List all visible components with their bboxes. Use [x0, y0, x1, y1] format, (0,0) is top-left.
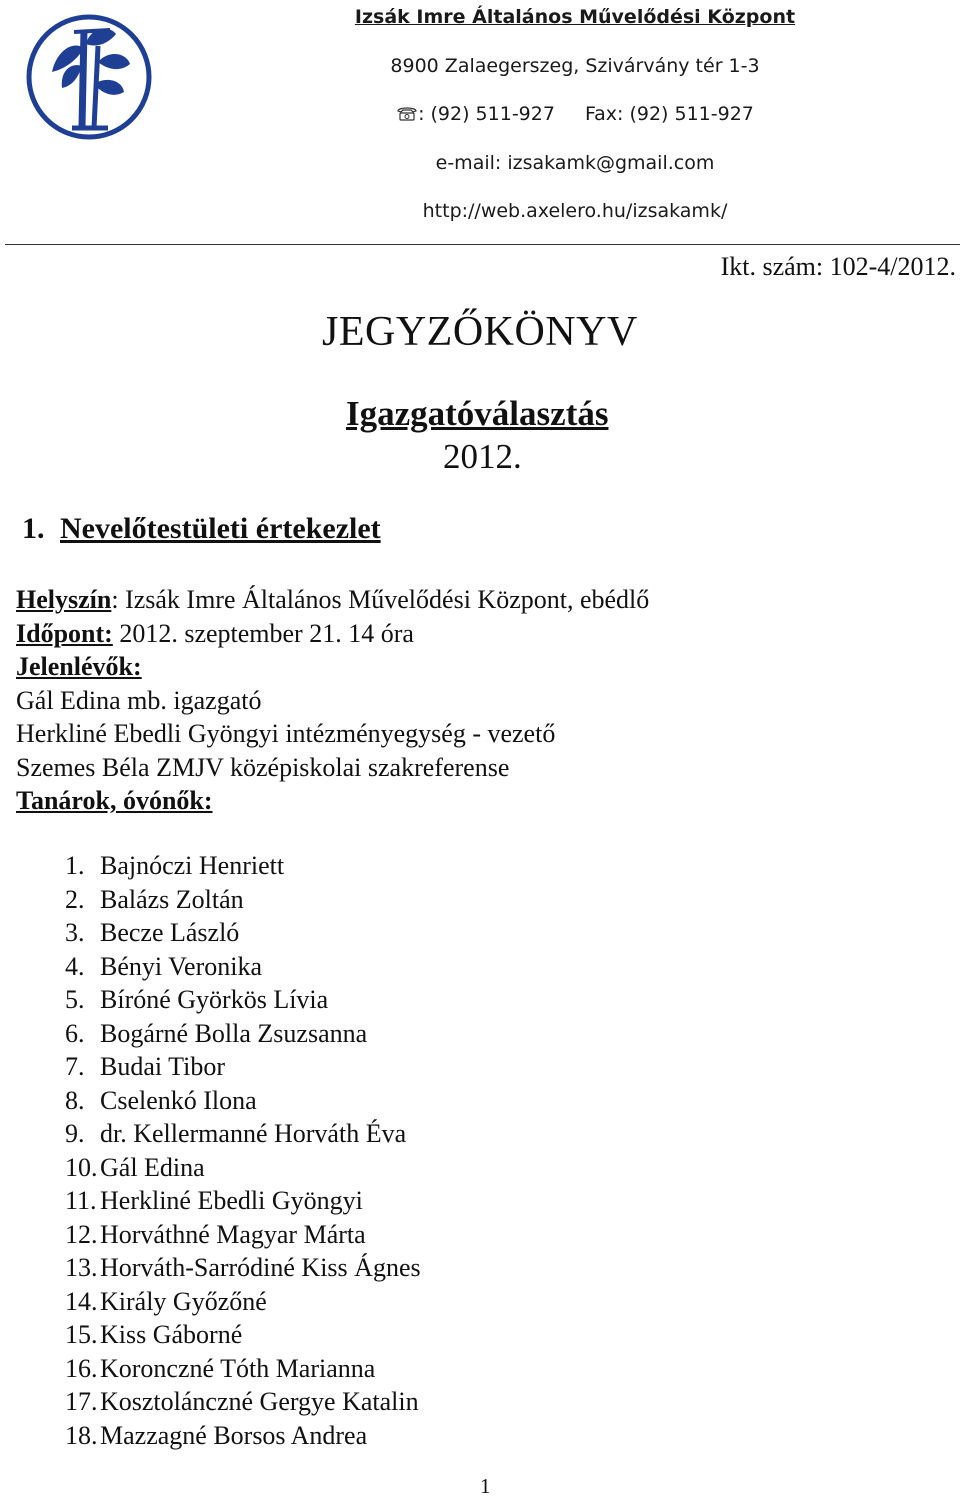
list-item-name: Budai Tibor — [100, 1052, 225, 1081]
teachers-list — [65, 849, 421, 1452]
teachers-heading — [16, 784, 649, 818]
header-email: e-mail: izsakamk@gmail.com — [435, 152, 715, 174]
meeting-info — [16, 583, 649, 818]
list-item-name: Bíróné Györkös Lívia — [100, 985, 329, 1014]
registry-number: Ikt. szám: 102-4/2012. — [720, 252, 956, 281]
list-item-number: 11. — [65, 1186, 97, 1215]
school-logo-icon — [24, 10, 154, 144]
attendee-line: Herkliné Ebedli Gyöngyi intézményegység - vezető — [16, 719, 556, 748]
list-item-name: Kiss Gáborné — [100, 1320, 243, 1349]
list-item — [65, 1419, 421, 1453]
location-label: Helyszín — [16, 585, 112, 614]
list-item-number: 14. — [65, 1286, 98, 1316]
header-divider — [5, 244, 960, 245]
list-item-name: Cselenkó Ilona — [100, 1085, 257, 1115]
list-item-name: Herkliné Ebedli Gyöngyi — [100, 1186, 363, 1215]
header-fax: Fax: (92) 511-927 — [584, 103, 754, 125]
header-website: http://web.axelero.hu/izsakamk/ — [422, 200, 728, 222]
document-title: JEGYZŐKÖNYV — [322, 309, 638, 355]
time-label: Időpont: — [16, 618, 113, 648]
list-item-number: 18. — [65, 1420, 98, 1450]
list-item — [65, 1117, 421, 1151]
attendees-label: Jelenlévők: — [16, 652, 142, 681]
list-item-number: 4. — [65, 951, 85, 981]
location-line — [16, 583, 649, 617]
list-item-number: 2. — [65, 884, 85, 914]
list-item-number: 1. — [65, 851, 85, 880]
telephone-icon — [396, 105, 418, 121]
document-subtitle: Igazgatóválasztás — [346, 394, 609, 433]
section-number: 1. — [22, 512, 45, 545]
attendee-line: Gál Edina mb. igazgató — [16, 685, 262, 715]
list-item-number: 16. — [65, 1353, 98, 1383]
time-value: 2012. szeptember 21. 14 óra — [112, 618, 414, 648]
list-item-number: 12. — [65, 1219, 98, 1249]
list-item-number: 13. — [65, 1253, 98, 1282]
list-item-number: 8. — [65, 1085, 85, 1115]
list-item-number: 9. — [65, 1119, 85, 1148]
list-item-name: Gál Edina — [100, 1152, 205, 1182]
list-item — [65, 1318, 421, 1352]
list-item — [65, 1017, 421, 1051]
list-item — [65, 1385, 421, 1419]
list-item-number: 3. — [65, 918, 85, 947]
attendees-heading — [16, 650, 649, 684]
list-item-name: Koronczné Tóth Marianna — [100, 1353, 376, 1383]
list-item-number: 6. — [65, 1018, 85, 1048]
list-item-name: Bajnóczi Henriett — [100, 851, 285, 880]
list-item — [65, 1050, 421, 1084]
list-item — [65, 1251, 421, 1285]
header-org-name: Izsák Imre Általános Művelődési Központ — [354, 6, 796, 28]
list-item-name: Király Győzőné — [100, 1286, 267, 1316]
list-item-name: Horváth-Sarródiné Kiss Ágnes — [100, 1253, 421, 1282]
list-item — [65, 883, 421, 917]
document-year: 2012. — [443, 437, 522, 476]
list-item-name: Kosztolánczné Gergye Katalin — [100, 1387, 419, 1416]
list-item — [65, 916, 421, 950]
list-item-name: Horváthné Magyar Márta — [100, 1219, 366, 1249]
list-item — [65, 950, 421, 984]
list-item-name: Becze László — [100, 918, 240, 947]
header-address: 8900 Zalaegerszeg, Szivárvány tér 1-3 — [390, 55, 760, 77]
header-contact-line — [330, 103, 820, 125]
list-item-name: Bogárné Bolla Zsuzsanna — [100, 1018, 368, 1048]
header-phone: : (92) 511-927 — [418, 103, 555, 125]
list-item — [65, 1184, 421, 1218]
list-item — [65, 983, 421, 1017]
list-item-number: 10. — [65, 1152, 98, 1182]
attendee-line: Szemes Béla ZMJV középiskolai szakreferense — [16, 752, 510, 782]
list-item — [65, 1151, 421, 1185]
list-item-name: Bényi Veronika — [100, 951, 262, 981]
list-item — [65, 1084, 421, 1118]
list-item-number: 7. — [65, 1052, 85, 1081]
list-item-name: Mazzagné Borsos Andrea — [100, 1420, 368, 1450]
location-value: : Izsák Imre Általános Művelődési Központ, ebédlő — [111, 585, 650, 614]
list-item — [65, 1218, 421, 1252]
list-item-number: 5. — [65, 985, 85, 1014]
teachers-label: Tanárok, óvónők: — [16, 786, 213, 815]
list-item-name: Balázs Zoltán — [100, 884, 244, 914]
list-item — [65, 1352, 421, 1386]
list-item — [65, 1285, 421, 1319]
list-item-number: 17. — [65, 1387, 98, 1416]
list-item-number: 15. — [65, 1320, 98, 1349]
section-heading — [22, 512, 381, 546]
section-label: Nevelőtestületi értekezlet — [60, 512, 381, 545]
list-item — [65, 849, 421, 883]
time-line — [16, 617, 649, 651]
page-number: 1 — [480, 1474, 491, 1498]
list-item-name: dr. Kellermanné Horváth Éva — [100, 1119, 407, 1148]
